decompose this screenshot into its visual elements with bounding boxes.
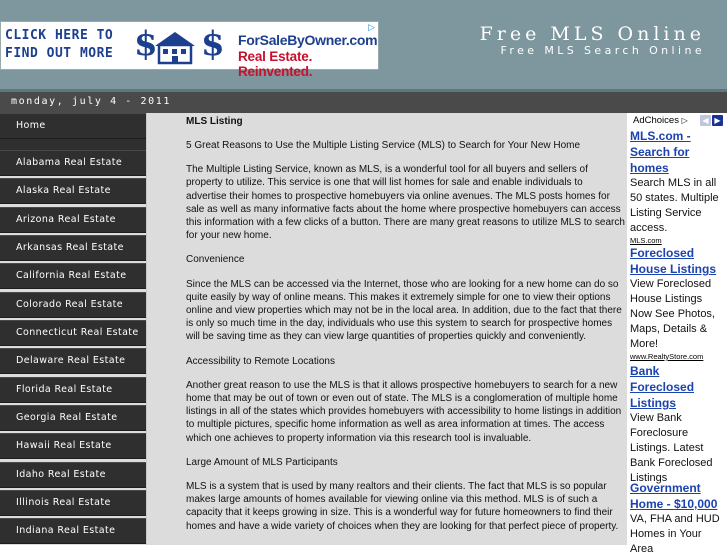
ad-body: View Bank Foreclosure Listings. Latest Bank Foreclosed Listings bbox=[630, 412, 713, 484]
banner-cta-line2: FIND OUT MORE bbox=[5, 46, 114, 61]
sidebar-item-colorado[interactable] bbox=[0, 292, 146, 318]
ad-body: View Foreclosed House Listings Now See Photos, Maps, Details & More! bbox=[630, 278, 715, 350]
site-title[interactable]: Free MLS Online bbox=[479, 23, 705, 45]
sidebar-item-indiana[interactable] bbox=[0, 518, 146, 544]
sidebar-item-label: Delaware Real Estate bbox=[16, 355, 126, 366]
date-bar bbox=[0, 92, 727, 113]
sidebar-item-label: Colorado Real Estate bbox=[16, 299, 124, 310]
current-date: monday, july 4 - 2011 bbox=[11, 96, 172, 107]
site-subtitle: Free MLS Search Online bbox=[500, 44, 705, 57]
dollar-sign: $ bbox=[134, 24, 158, 64]
article-paragraph: Since the MLS can be accessed via the Internet, those who are looking for a new home can do so quite easily by way of online means. This makes it extremely simple for one to view their options online and view properties which may not be in the local area. In addition, due to the fact that there is only so much time in the day, individuals who use this system to search for prospective homes will be saving time as they can view large quantities of properties quickly and conveniently. bbox=[186, 278, 622, 343]
sidebar-item-delaware[interactable] bbox=[0, 348, 146, 374]
ad-item[interactable] bbox=[630, 128, 726, 246]
article-paragraph: Another great reason to use the MLS is that it allows prospective homebuyers to search for a new home that may be out of town or even out of state. The MLS is a conglomeration of multiple home listings in all of the states which provides homebuyers with accessibility to home listings in addition to multiple pictures, specific home information as well as area information at times. The access which one achieves to property information via this research tool is invaluable. bbox=[186, 379, 622, 444]
article-title: MLS Listing bbox=[186, 116, 243, 127]
ad-url[interactable]: www.RealtyStore.com bbox=[630, 352, 704, 361]
ad-body: Search MLS in all 50 states. Multiple Listing Service access. bbox=[630, 177, 719, 234]
house-icon bbox=[153, 30, 197, 64]
chevron-left-icon[interactable]: ◀ bbox=[700, 115, 711, 126]
sidebar-item-label: Hawaii Real Estate bbox=[16, 440, 112, 451]
sidebar-item-label: Illinois Real Estate bbox=[16, 497, 111, 508]
ad-item[interactable] bbox=[630, 363, 726, 484]
sidebar-item-label: Florida Real Estate bbox=[16, 384, 113, 395]
ad-title[interactable]: Bank Foreclosed Listings bbox=[630, 364, 695, 410]
banner-tagline: Real Estate. Reinvented. bbox=[238, 49, 313, 79]
sidebar-item-label: Indiana Real Estate bbox=[16, 525, 116, 536]
ad-title[interactable]: Foreclosed House Listings bbox=[630, 246, 717, 276]
article-subheading: Large Amount of MLS Participants bbox=[186, 456, 338, 468]
banner-cta-line1: CLICK HERE TO bbox=[5, 28, 114, 43]
sidebar-spacer bbox=[0, 139, 146, 150]
article-paragraph: 5 Great Reasons to Use the Multiple Listing Service (MLS) to Search for Your New Home bbox=[186, 140, 581, 151]
sidebar-item-idaho[interactable] bbox=[0, 462, 146, 488]
sidebar-item-georgia[interactable] bbox=[0, 405, 146, 431]
adchoices-label: AdChoices bbox=[633, 115, 679, 126]
ad-body: VA, FHA and HUD Homes in Your Area bbox=[630, 513, 720, 555]
ad-item[interactable] bbox=[630, 480, 726, 557]
sidebar-item-label: Alaska Real Estate bbox=[16, 185, 111, 196]
sidebar-item-label: Connecticut Real Estate bbox=[16, 327, 139, 338]
adchoices-triangle-icon: ▷ bbox=[681, 116, 688, 125]
sidebar-item-label: Georgia Real Estate bbox=[16, 412, 118, 423]
ad-title[interactable]: MLS.com - Search for homes bbox=[630, 129, 691, 175]
dollar-sign: $ bbox=[201, 24, 225, 64]
sidebar-item-arkansas[interactable] bbox=[0, 235, 146, 261]
article-paragraph: The Multiple Listing Service, known as MLS, is a wonderful tool for all buyers and sellers of property to utilize. This service is one that will list homes for sale and enable individuals to advertise their homes to prospective homebuyers via online avenues. The MLS posts homes for sale as well as many informative facts about the home where prospective homebuyers can access this information with a few clicks of a button. There are many great reasons to utilize MLS to search for your new home. bbox=[186, 164, 625, 242]
article-paragraph: MLS is a system that is used by many realtors and their clients. The fact that MLS is so popular makes large amounts of homes available for viewing online via this method. MLS is of such a capacity that it keeps growing in size. This is a wonderful way for future homeowners to find their homes and have a wide variety of choices when they are looking for that perfect piece of property. bbox=[186, 481, 619, 532]
main-content bbox=[146, 113, 627, 545]
header bbox=[0, 0, 727, 89]
sidebar-item-arizona[interactable] bbox=[0, 207, 146, 233]
banner-brand: ForSaleByOwner.com bbox=[238, 32, 378, 48]
ad-url[interactable]: MLS.com bbox=[630, 236, 662, 245]
sidebar-item-hawaii[interactable] bbox=[0, 433, 146, 459]
sidebar-item-florida[interactable] bbox=[0, 377, 146, 403]
article-subheading: Convenience bbox=[186, 254, 245, 266]
banner-ad[interactable] bbox=[0, 21, 379, 79]
sidebar bbox=[0, 113, 146, 545]
sidebar-item-connecticut[interactable] bbox=[0, 320, 146, 346]
sidebar-item-label: California Real Estate bbox=[16, 270, 127, 281]
sidebar-item-label: Alabama Real Estate bbox=[16, 157, 123, 168]
ad-column bbox=[627, 113, 727, 555]
sidebar-item-california[interactable] bbox=[0, 263, 146, 289]
sidebar-item-label: Home bbox=[16, 120, 46, 131]
sidebar-item-illinois[interactable] bbox=[0, 490, 146, 516]
sidebar-item-label: Arkansas Real Estate bbox=[16, 242, 124, 253]
chevron-right-icon[interactable]: ▶ bbox=[712, 115, 723, 126]
article-subheading: Accessibility to Remote Locations bbox=[186, 355, 335, 367]
adchoices-triangle-icon[interactable]: ▷ bbox=[368, 23, 375, 33]
sidebar-item-home[interactable] bbox=[0, 113, 146, 139]
sidebar-item-alabama[interactable] bbox=[0, 150, 146, 176]
sidebar-item-label: Idaho Real Estate bbox=[16, 469, 106, 480]
article bbox=[186, 115, 626, 544]
adchoices-link[interactable] bbox=[633, 115, 688, 126]
ad-title[interactable]: Government Home - $10,000 bbox=[630, 481, 718, 511]
sidebar-item-alaska[interactable] bbox=[0, 178, 146, 204]
banner-cta[interactable] bbox=[5, 27, 130, 63]
ad-item[interactable] bbox=[630, 245, 726, 362]
sidebar-item-label: Arizona Real Estate bbox=[16, 214, 116, 225]
